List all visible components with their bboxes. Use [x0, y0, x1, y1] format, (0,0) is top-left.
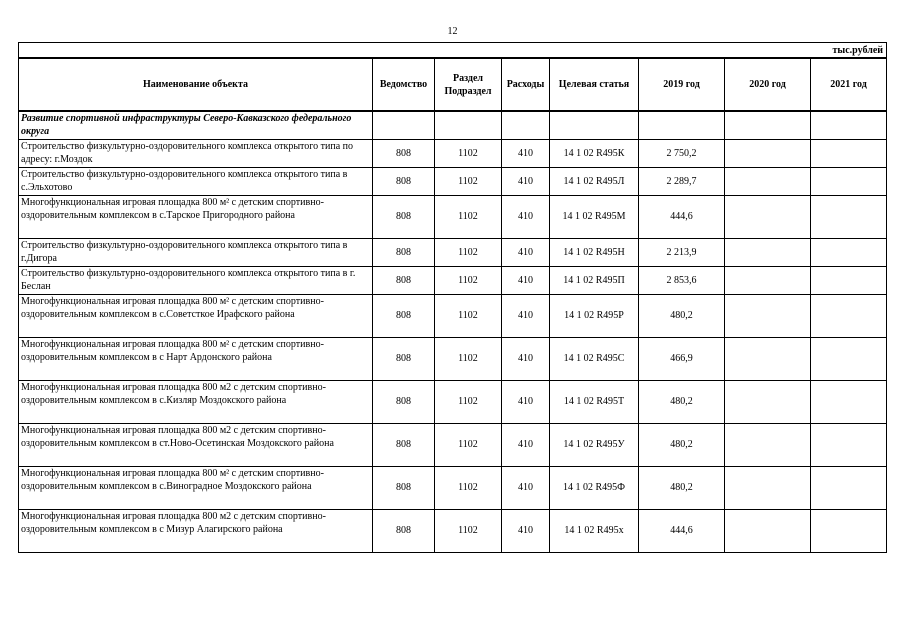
cell-name: Многофункциональная игровая площадка 800 м2 с детским спортивно-оздоровительным комплексом в с.Кизляр Моздокского района — [19, 380, 373, 423]
cell-y2020 — [725, 423, 811, 466]
units-label: тыс.рублей — [19, 43, 887, 59]
cell-section: 1102 — [435, 294, 502, 337]
cell-y2019: 480,2 — [639, 466, 725, 509]
cell-section: 1102 — [435, 195, 502, 238]
cell-y2020 — [725, 139, 811, 167]
section-row — [19, 111, 887, 139]
table-row — [19, 266, 887, 294]
cell-target: 14 1 02 R495У — [550, 423, 639, 466]
cell-target: 14 1 02 R495х — [550, 509, 639, 552]
cell-section: 1102 — [435, 509, 502, 552]
cell-dept: 808 — [373, 294, 435, 337]
cell-dept: 808 — [373, 337, 435, 380]
cell-y2021 — [811, 167, 887, 195]
cell-expense: 410 — [502, 195, 550, 238]
cell-y2021 — [811, 337, 887, 380]
table-row — [19, 167, 887, 195]
cell-y2020 — [725, 337, 811, 380]
cell-target: 14 1 02 R495С — [550, 337, 639, 380]
table-row — [19, 337, 887, 380]
cell-target: 14 1 02 R495Л — [550, 167, 639, 195]
cell-y2020 — [725, 380, 811, 423]
cell-dept: 808 — [373, 238, 435, 266]
cell-y2019: 2 853,6 — [639, 266, 725, 294]
cell-y2019: 480,2 — [639, 380, 725, 423]
cell-name: Строительство физкультурно-оздоровительного комплекса открытого типа в г.Дигора — [19, 238, 373, 266]
table-header — [19, 58, 887, 111]
table-row — [19, 466, 887, 509]
cell-y2019: 2 289,7 — [639, 167, 725, 195]
cell-section: 1102 — [435, 380, 502, 423]
cell-section: 1102 — [435, 466, 502, 509]
cell-y2021 — [811, 266, 887, 294]
cell-dept: 808 — [373, 380, 435, 423]
cell-target: 14 1 02 R495П — [550, 266, 639, 294]
cell-dept: 808 — [373, 466, 435, 509]
cell-name: Многофункциональная игровая площадка 800 м² с детским спортивно-оздоровительным комплексом в с.Советсткое Ирафского района — [19, 294, 373, 337]
cell-y2020 — [725, 238, 811, 266]
cell-name: Многофункциональная игровая площадка 800 м² с детским спортивно-оздоровительным комплексом в с.Тарское Пригородного района — [19, 195, 373, 238]
cell-target: 14 1 02 R495Т — [550, 380, 639, 423]
cell-y2019: 444,6 — [639, 509, 725, 552]
col-header-dept: Ведомство — [373, 58, 435, 111]
cell-y2019: 2 213,9 — [639, 238, 725, 266]
col-header-name: Наименование объекта — [19, 58, 373, 111]
cell-name: Многофункциональная игровая площадка 800 м² с детским спортивно-оздоровительным комплексом в с Нарт Ардонского района — [19, 337, 373, 380]
cell-dept: 808 — [373, 167, 435, 195]
cell-name: Строительство физкультурно-оздоровительного комплекса открытого типа в г. Беслан — [19, 266, 373, 294]
section-title: Развитие спортивной инфраструктуры Северо-Кавказского федерального округа — [19, 111, 373, 139]
cell-target: 14 1 02 R495Ф — [550, 466, 639, 509]
cell-target: 14 1 02 R495К — [550, 139, 639, 167]
table-row — [19, 238, 887, 266]
cell-y2020 — [725, 509, 811, 552]
col-header-target: Целевая статья — [550, 58, 639, 111]
cell-expense: 410 — [502, 337, 550, 380]
cell-target: 14 1 02 R495Н — [550, 238, 639, 266]
cell-dept: 808 — [373, 509, 435, 552]
col-header-2019: 2019 год — [639, 58, 725, 111]
cell-name: Строительство физкультурно-оздоровительного комплекса открытого типа по адресу: г.Моздок — [19, 139, 373, 167]
col-header-2020: 2020 год — [725, 58, 811, 111]
cell-y2020 — [725, 266, 811, 294]
cell-expense: 410 — [502, 509, 550, 552]
cell-section: 1102 — [435, 238, 502, 266]
cell-y2020 — [725, 294, 811, 337]
cell-expense: 410 — [502, 294, 550, 337]
cell-y2021 — [811, 509, 887, 552]
cell-name: Строительство физкультурно-оздоровительного комплекса открытого типа в с.Эльхотово — [19, 167, 373, 195]
cell-y2021 — [811, 195, 887, 238]
cell-section: 1102 — [435, 337, 502, 380]
table-row — [19, 195, 887, 238]
cell-section: 1102 — [435, 423, 502, 466]
col-header-expense: Расходы — [502, 58, 550, 111]
table-row — [19, 423, 887, 466]
table-row — [19, 380, 887, 423]
cell-y2021 — [811, 294, 887, 337]
cell-y2019: 466,9 — [639, 337, 725, 380]
cell-y2019: 480,2 — [639, 423, 725, 466]
cell-expense: 410 — [502, 466, 550, 509]
cell-y2021 — [811, 423, 887, 466]
cell-target: 14 1 02 R495Р — [550, 294, 639, 337]
cell-dept: 808 — [373, 139, 435, 167]
cell-name: Многофункциональная игровая площадка 800 м2 с детским спортивно-оздоровительным комплексом в ст.Ново-Осетинская Моздокского района — [19, 423, 373, 466]
cell-expense: 410 — [502, 380, 550, 423]
cell-target: 14 1 02 R495М — [550, 195, 639, 238]
cell-dept: 808 — [373, 266, 435, 294]
cell-y2019: 444,6 — [639, 195, 725, 238]
cell-y2021 — [811, 466, 887, 509]
cell-y2020 — [725, 167, 811, 195]
budget-table — [18, 42, 887, 553]
cell-expense: 410 — [502, 167, 550, 195]
cell-section: 1102 — [435, 167, 502, 195]
col-header-section: Раздел Подраздел — [435, 58, 502, 111]
table-row — [19, 509, 887, 552]
cell-dept: 808 — [373, 423, 435, 466]
cell-y2021 — [811, 139, 887, 167]
cell-section: 1102 — [435, 266, 502, 294]
budget-table-container — [18, 42, 886, 553]
cell-dept: 808 — [373, 195, 435, 238]
cell-expense: 410 — [502, 266, 550, 294]
col-header-2021: 2021 год — [811, 58, 887, 111]
table-row — [19, 139, 887, 167]
page-number: 12 — [447, 26, 458, 37]
table-row — [19, 294, 887, 337]
cell-y2019: 2 750,2 — [639, 139, 725, 167]
cell-name: Многофункциональная игровая площадка 800 м² с детским спортивно-оздоровительным комплексом в с.Виноградное Моздокского района — [19, 466, 373, 509]
cell-name: Многофункциональная игровая площадка 800 м2 с детским спортивно-оздоровительным комплексом в с Мизур Алагирского района — [19, 509, 373, 552]
cell-expense: 410 — [502, 238, 550, 266]
cell-y2020 — [725, 195, 811, 238]
cell-y2021 — [811, 238, 887, 266]
cell-expense: 410 — [502, 423, 550, 466]
cell-expense: 410 — [502, 139, 550, 167]
cell-section: 1102 — [435, 139, 502, 167]
cell-y2019: 480,2 — [639, 294, 725, 337]
cell-y2021 — [811, 380, 887, 423]
cell-y2020 — [725, 466, 811, 509]
